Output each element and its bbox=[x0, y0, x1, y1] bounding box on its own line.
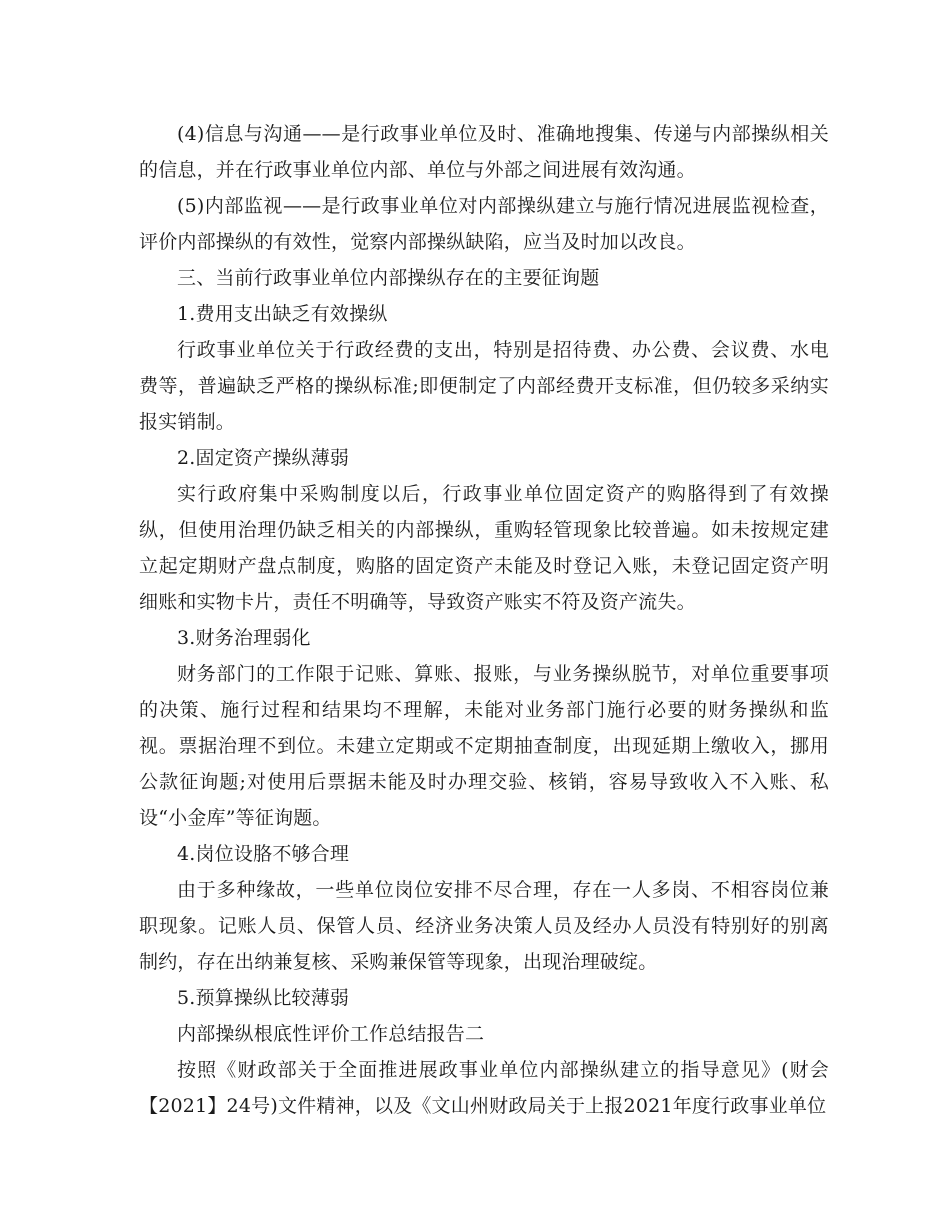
report-title-two: 内部操纵根底性评价工作总结报告二 bbox=[177, 1023, 485, 1045]
paragraph-expense-control: 行政事业单位关于行政经费的支出，特别是招待费、办公费、会议费、水电费等，普遍缺乏严格的操纵标准;即便制定了内部经费开支标准，但仍较多采纳实报实销制。 bbox=[139, 339, 829, 433]
paragraph-info-communication: (4)信息与沟通——是行政事业单位及时、准确地搜集、传递与内部操纵相关的信息，并在行政事业单位内部、单位与外部之间进展有效沟通。 bbox=[139, 123, 829, 181]
subheading-expense-control: 1.费用支出缺乏有效操纵 bbox=[177, 303, 388, 325]
paragraph-financial-management: 财务部门的工作限于记账、算账、报账，与业务操纵脱节，对单位重要事项的决策、施行过程和结果均不理解，未能对业务部门施行必要的财务操纵和监视。票据治理不到位。未建立定期或不定期抽查制度，出现延期上缴收入，挪用公款征询题;对使用后票据未能及时办理交验、核销，容易导致收入不入账、私设“小金库”等征询题。 bbox=[139, 663, 829, 829]
subheading-position-setup: 4.岗位设胳不够合理 bbox=[177, 843, 350, 865]
paragraph-position-setup: 由于多种缘故，一些单位岗位安排不尽合理，存在一人多岗、不相容岗位兼职现象。记账人员、保管人员、经济业务决策人员及经办人员没有特别好的别离制约，存在出纳兼复核、采购兼保管等现象，出现治理破绽。 bbox=[139, 879, 829, 973]
section-heading-main-issues: 三、当前行政事业单位内部操纵存在的主要征询题 bbox=[177, 267, 600, 289]
document-body bbox=[139, 116, 829, 1124]
subheading-financial-management: 3.财务治理弱化 bbox=[177, 627, 311, 649]
subheading-budget-control: 5.预算操纵比较薄弱 bbox=[177, 987, 350, 1009]
paragraph-internal-supervision: (5)内部监视——是行政事业单位对内部操纵建立与施行情况进展监视检查，评价内部操纵的有效性，觉察内部操纵缺陷，应当及时加以改良。 bbox=[139, 195, 829, 253]
paragraph-report-intro: 按照《财政部关于全面推进展政事业单位内部操纵建立的指导意见》(财会【2021】24号)文件精神，以及《文山州财政局关于上报2021年度行政事业单位 bbox=[139, 1059, 829, 1117]
paragraph-fixed-assets: 实行政府集中采购制度以后，行政事业单位固定资产的购胳得到了有效操纵，但使用治理仍缺乏相关的内部操纵，重购轻管现象比较普遍。如未按规定建立起定期财产盘点制度，购胳的固定资产未能及时登记入账，未登记固定资产明细账和实物卡片，责任不明确等，导致资产账实不符及资产流失。 bbox=[139, 483, 829, 613]
subheading-fixed-assets: 2.固定资产操纵薄弱 bbox=[177, 447, 350, 469]
